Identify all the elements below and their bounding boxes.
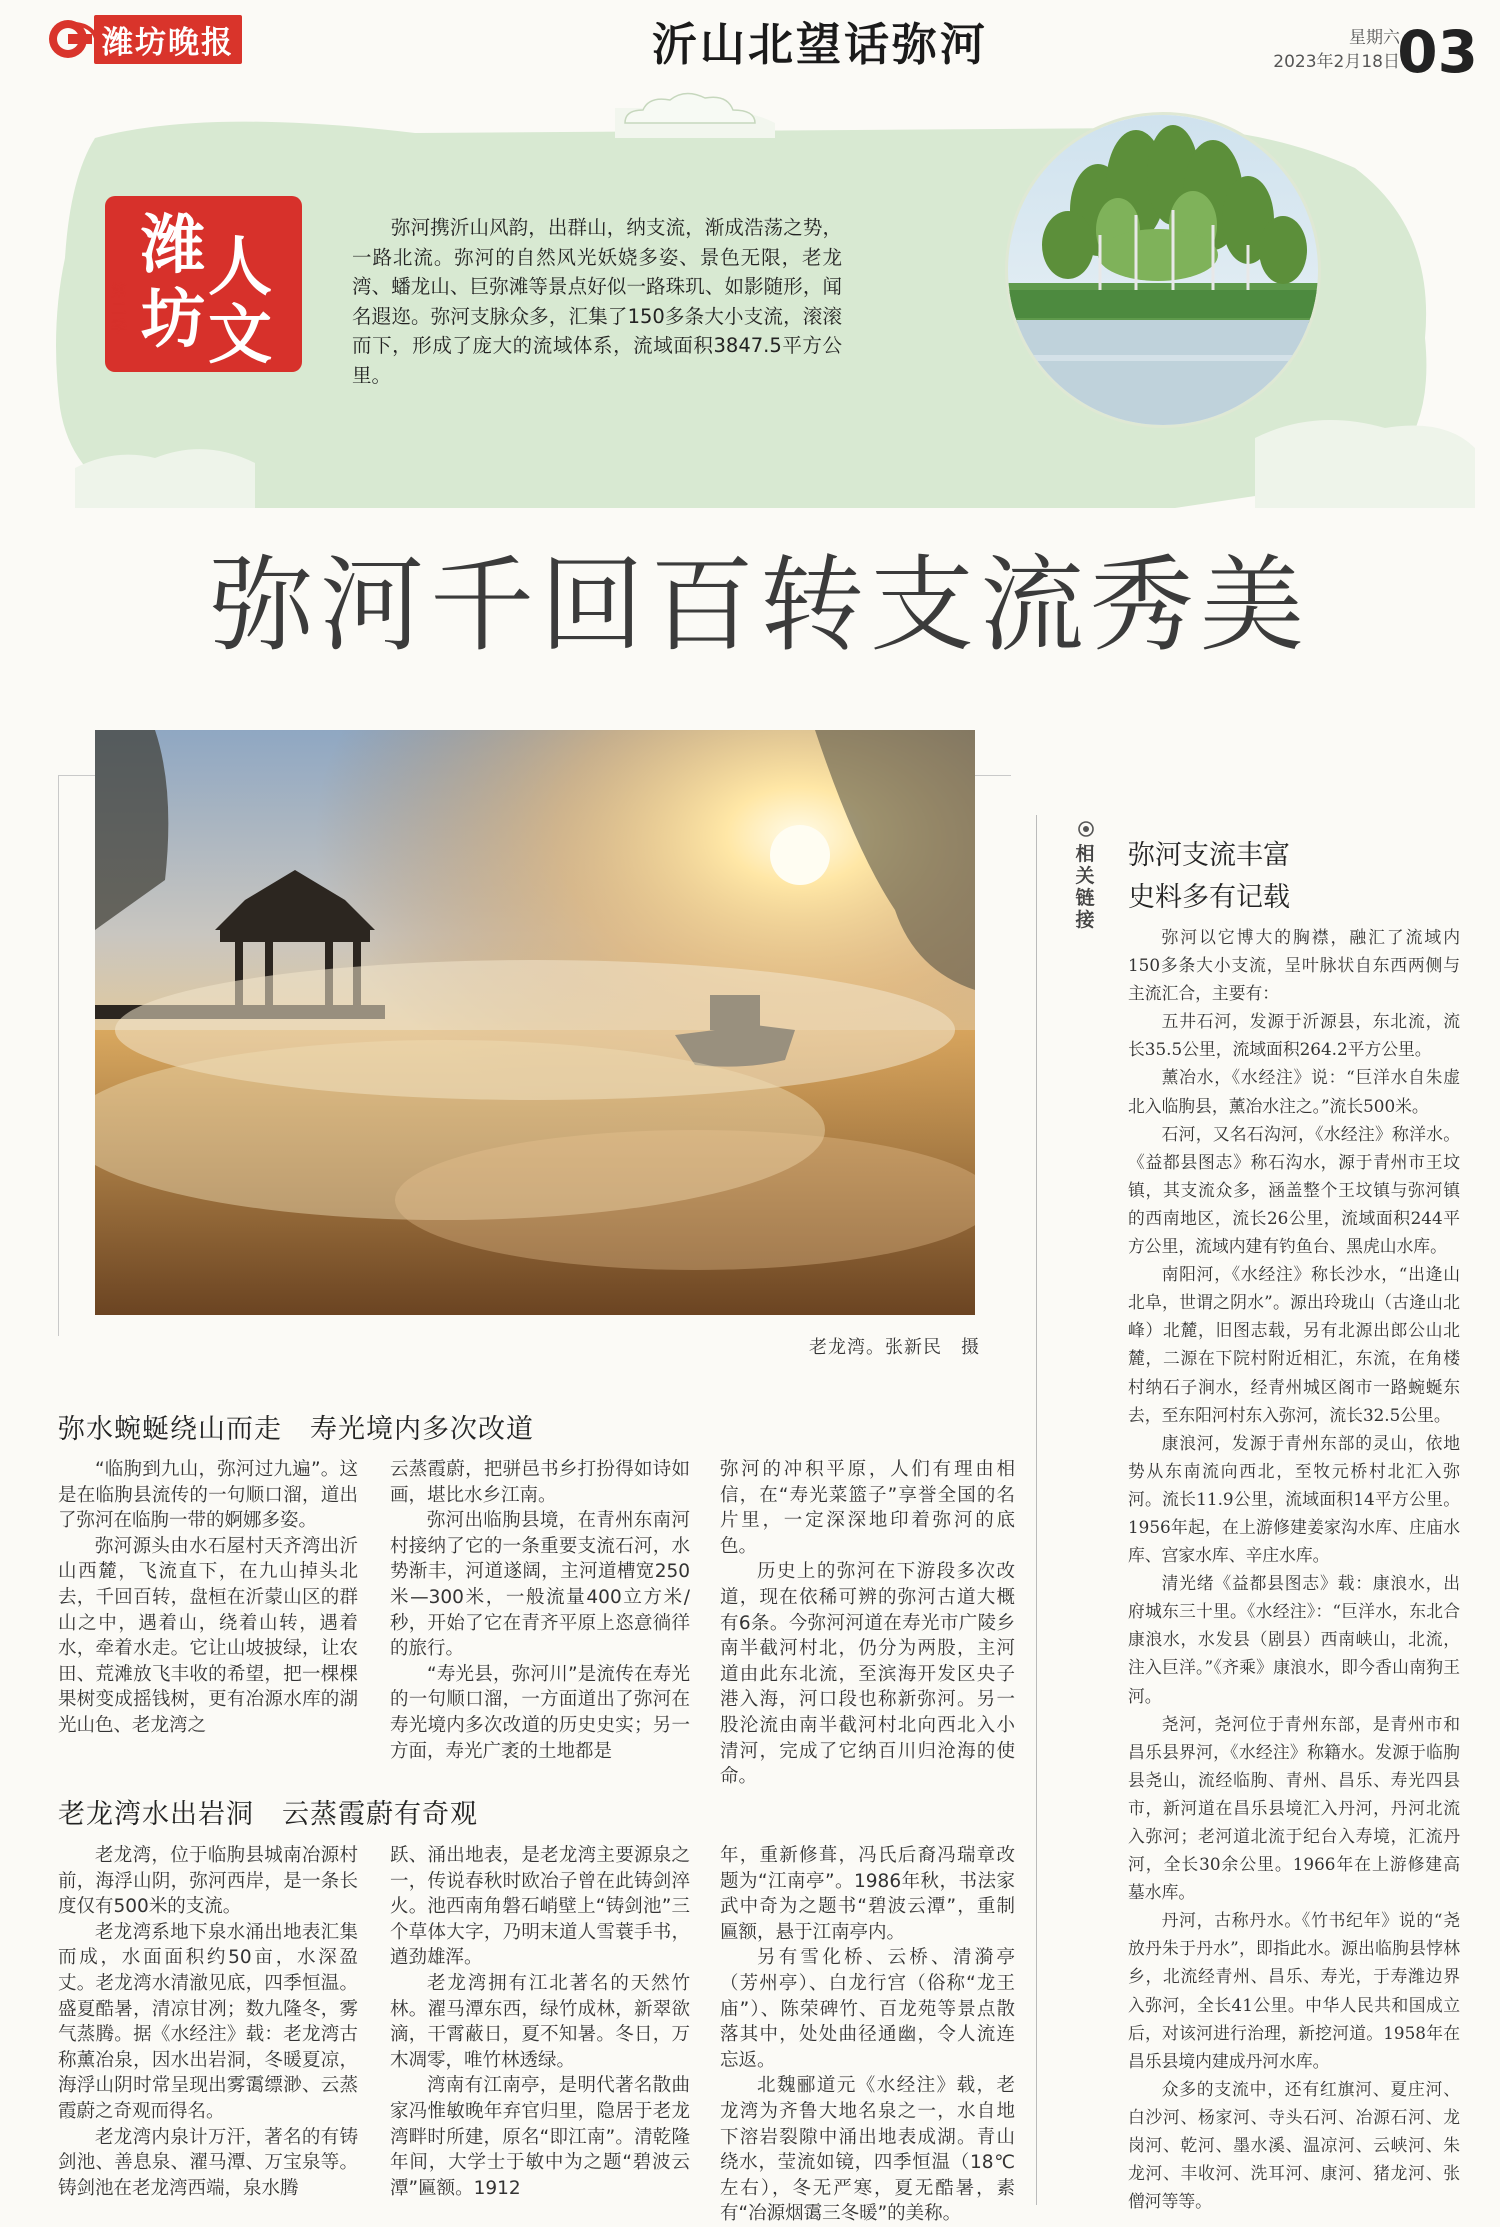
paragraph: 弥河出临朐县境，在青州东南河村接纳了它的一条重要支流石河，水势渐丰，河道遂阔，主河道槽宽250米—300米，一般流量400立方米/秒，开始了它在青齐平原上恣意徜徉的旅行。 (390, 1510, 690, 1660)
sidebar-paragraph: 众多的支流中，还有红旗河、夏庄河、白沙河、杨家河、寺头石河、冶源石河、龙岗河、乾河、墨水溪、温凉河、云峡河、朱龙河、丰收河、洗耳河、康河、猪龙河、张僧河等等。 (1128, 2078, 1460, 2212)
photo-caption: 老龙湾。张新民 摄 (809, 1337, 980, 1358)
paragraph: 年，重新修葺，冯氏后裔冯瑞章改题为“江南亭”。1986年秋，书法家武中奇为之题书“碧波云潭”，重制匾额，悬于江南亭内。 (720, 1845, 1015, 1943)
weekday: 星期六 (1349, 28, 1400, 48)
sidebar-label: 相关链接 (1075, 843, 1095, 931)
paragraph: 云蒸霞蔚，把骈邑书乡打扮得如诗如画，堪比水乡江南。 (390, 1459, 690, 1506)
paragraph: 跃、涌出地表，是老龙湾主要源泉之一，传说春秋时欧冶子曾在此铸剑淬火。池西南角磐石峭壁上“铸剑池”三个草体大字，乃明末道人雪蓑手书，遒劲雄浑。 (390, 1845, 690, 1969)
section2-col3 (720, 1843, 1015, 2227)
paragraph: 历史上的弥河在下游段多次改道，现在依稀可辨的弥河古道大概有6条。今弥河河道在寿光市广陵乡南半截河村北，仍分为两股，主河道由此东北流，至滨海开发区央子港入海，河口段也称新弥河。另一股沦流由南半截河村北向西北入小清河，完成了它纳百川归沧海的使命。 (720, 1561, 1015, 1788)
seal-char-2: 人 (208, 230, 272, 305)
section1-col3 (720, 1457, 1015, 1790)
issue-date (1273, 26, 1400, 74)
section2-col2 (390, 1843, 690, 2201)
paragraph: “临朐到九山，弥河过九遍”。这是在临朐县流传的一句顺口溜，道出了弥河在临朐一带的婀娜多姿。 (58, 1459, 358, 1532)
sidebar-paragraph: 薰冶水，《水经注》说：“巨洋水自朱虚北入临朐县，薰冶水注之。”流长500米。 (1128, 1067, 1460, 1116)
river-trees-photo (1005, 112, 1321, 428)
page-number: 03 (1397, 18, 1478, 86)
sidebar-title-line1: 弥河支流丰富 (1128, 840, 1290, 871)
paragraph: 老龙湾，位于临朐县城南冶源村前，海浮山阴，弥河西岸，是一条长度仅有500米的支流。 (58, 1845, 358, 1918)
section1-title: 弥水蜿蜒绕山而走 寿光境内多次改道 (58, 1414, 534, 1445)
newspaper-logo (46, 14, 262, 64)
date-text: 2023年2月18日 (1273, 52, 1400, 72)
seal-char-1: 潍 (141, 208, 205, 283)
season-tag: 第二季 (110, 281, 127, 336)
paragraph: 老龙湾内泉计万汗，著名的有铸剑池、善息泉、濯马潭、万宝泉等。铸剑池在老龙湾西端，泉水腾 (58, 2126, 358, 2199)
paragraph: 北魏郦道元《水经注》载，老龙湾为齐鲁大地名泉之一，水自地下溶岩裂隙中涌出地表成湖。青山绕水，莹流如镜，四季恒温（18℃左右），冬无严寒，夏无酷暑，素有“冶源烟霭三冬暖”的美称。 (720, 2075, 1015, 2225)
section1-col1 (58, 1457, 358, 1739)
sidebar-paragraph: 清光绪《益都县图志》载：康浪水，出府城东三十里。《水经注》：“巨洋水，东北合康浪水，水发县（剧县）西南峡山，北流，注入巨洋。”《齐乘》康浪水，即今香山南狗王河。 (1128, 1573, 1460, 1706)
paragraph: 老龙湾拥有江北著名的天然竹林。濯马潭东西，绿竹成林，新翠欲滴，干霄蔽日，夏不知暑。冬日，万木凋零，唯竹林透绿。 (390, 1972, 690, 2071)
paragraph: 湾南有江南亭，是明代著名散曲家冯惟敏晚年弃官归里，隐居于老龙湾畔时所建，原名“即江南”。清乾隆年间，大学士于敏中为之题“碧波云潭”匾额。1912 (390, 2075, 690, 2199)
laolongwan-sunrise-photo (95, 730, 975, 1315)
paragraph: 弥河的冲积平原，人们有理由相信，在“寿光菜篮子”享誉全国的名片里，一定深深地印着弥河的底色。 (720, 1459, 1015, 1557)
sidebar-paragraph: 南阳河，《水经注》称长沙水，“出逄山北阜，世谓之阴水”。源出玲珑山（古逄山北峰）北麓，旧图志载，另有北源出郎公山北麓，二源在下院村附近相汇，东流，在角楼村纳石子涧水，经青州城区阁市一路蜿蜒东去，至东阳河村东入弥河，流长32.5公里。 (1128, 1264, 1460, 1425)
intro-paragraph: 弥河携沂山风韵，出群山，纳支流，渐成浩荡之势，一路北流。弥河的自然风光妖娆多姿、景色无限，老龙湾、蟠龙山、巨弥滩等景点好似一路珠玑、如影随形，闻名遐迩。弥河支脉众多，汇集了150多条大小支流，滚滚而下，形成了庞大的流域体系，流域面积3847.5平方公里。 (352, 216, 842, 387)
seal-char-3: 坊 (141, 282, 205, 357)
logo-swirl-icon (46, 16, 98, 62)
sidebar-paragraph: 康浪河，发源于青州东部的灵山，依地势从东南流向西北，至牧元桥村北汇入弥河。流长11.9公里，流域面积14平方公里。1956年起，在上游修建姜家沟水库、庄庙水库、宫家水库、辛庄水库。 (1128, 1432, 1460, 1566)
paragraph: 老龙湾系地下泉水涌出地表汇集而成，水面面积约50亩，水深盈丈。老龙湾水清澈见底，四季恒温。盛夏酷暑，清凉甘冽；数九隆冬，雾气蒸腾。据《水经注》载：老龙湾古称薰冶泉，因水出岩洞，冬暖夏凉，海浮山阴时常呈现出雾霭缥渺、云蒸霞蔚之奇观而得名。 (58, 1921, 358, 2122)
paragraph: 另有雪化桥、云桥、清漪亭（芳州亭）、白龙行宫（俗称“龙王庙”）、陈荣碑竹、百龙苑等景点散落其中，处处曲径通幽，令人流连忘返。 (720, 1947, 1015, 2071)
sidebar-title (1128, 835, 1290, 919)
sidebar-paragraph: 弥河以它博大的胸襟，融汇了流域内150多条大小支流，呈叶脉状自东西两侧与主流汇合，主要有： (1128, 927, 1460, 1004)
column-seal (105, 196, 302, 372)
seal-char-4: 文 (208, 298, 272, 373)
page-section-title: 沂山北望话弥河 (651, 18, 988, 71)
sidebar-paragraph: 石河，又名石沟河，《水经注》称洋水。《益都县图志》称石沟水，源于青州市王坟镇，其支流众多，涵盖整个王坟镇与弥河镇的西南地区，流长26公里，流域面积244平方公里，流域内建有钓鱼台、黑虎山水库。 (1128, 1123, 1460, 1257)
sidebar-title-line2: 史料多有记载 (1128, 882, 1290, 913)
sidebar-paragraph: 尧河，尧河位于青州东部，是青州市和昌乐县界河，《水经注》称籍水。发源于临朐县尧山，流经临朐、青州、昌乐、寿光四县市，新河道在昌乐县境汇入丹河，丹河北流入弥河；老河道北流于纪台入寿境，汇流丹河，全长30余公里。1966年在上游修建高墓水库。 (1128, 1713, 1460, 1903)
section2-title: 老龙湾水出岩洞 云蒸霞蔚有奇观 (58, 1799, 478, 1830)
sidebar-paragraph: 丹河，古称丹水。《竹书纪年》说的“尧放丹朱于丹水”，即指此水。源出临朐县悖林乡，北流经青州、昌乐、寿光，于寿潍边界入弥河，全长41公里。中华人民共和国成立后，对该河进行治理，新挖河道。1958年在昌乐县境内建成丹河水库。 (1128, 1910, 1460, 2071)
sidebar-body (1128, 923, 1460, 2215)
newspaper-name: 潍坊晚报 (94, 15, 242, 64)
section1-col2 (390, 1457, 690, 1764)
headline: 弥河千回百转支流秀美 (209, 544, 1310, 666)
sidebar-paragraph: 五井石河，发源于沂源县，东北流，流长35.5公里，流域面积264.2平方公里。 (1128, 1011, 1460, 1060)
paragraph: 弥河源头由水石屋村天齐湾出沂山西麓，飞流直下，在九山掉头北去，千回百转，盘桓在沂蒙山区的群山之中，遇着山，绕着山转，遇着水，牵着水走。它让山坡披绿，让农田、荒滩放飞丰收的希望，把一棵棵果树变成摇钱树，更有冶源水库的湖光山色、老龙湾之 (58, 1535, 358, 1736)
sidebar-divider (1036, 815, 1037, 2205)
cloud-icon (615, 88, 765, 128)
target-circle-icon (1077, 820, 1095, 838)
paragraph: “寿光县，弥河川”是流传在寿光的一句顺口溜，一方面道出了弥河在寿光境内多次改道的历史史实；另一方面，寿光广袤的土地都是 (390, 1663, 690, 1762)
section2-col1 (58, 1843, 358, 2201)
